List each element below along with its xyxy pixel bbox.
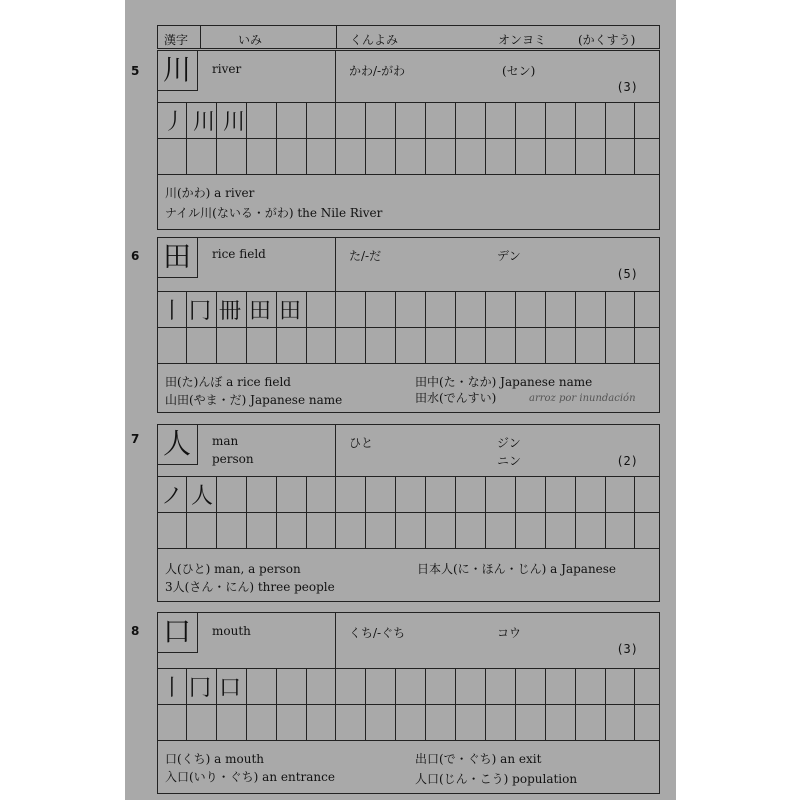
practice-cell xyxy=(157,327,635,363)
example: 田中(た・なか) Japanese name xyxy=(415,375,593,389)
kanji-entry-7 xyxy=(131,424,660,602)
meaning: rice field xyxy=(212,247,266,261)
stroke-step: 丨 xyxy=(161,676,184,701)
stroke-grid-row-1 xyxy=(157,476,660,512)
header-imi: いみ xyxy=(238,33,263,47)
stroke-step: 田 xyxy=(279,299,302,324)
stroke-step: 田 xyxy=(249,299,272,324)
stroke-step: 丿 xyxy=(163,110,186,135)
kanji-glyph: 口 xyxy=(157,612,198,653)
handwritten-note: arroz por inundación xyxy=(529,393,636,404)
on-reading: コウ xyxy=(497,626,522,640)
entry-number: 8 xyxy=(131,624,140,638)
table-header xyxy=(157,25,660,49)
kun-reading: ひと xyxy=(349,436,374,450)
practice-cell xyxy=(157,291,635,327)
example: 入口(いり・ぐち) an entrance xyxy=(165,770,335,784)
practice-cell xyxy=(157,476,635,512)
example: 人口(じん・こう) population xyxy=(415,772,578,786)
example: 日本人(に・ほん・じん) a Japanese xyxy=(417,562,617,576)
stroke-step: 川 xyxy=(193,110,216,135)
stroke-step: 人 xyxy=(191,484,214,509)
example: 田(た)んぼ a rice field xyxy=(165,375,291,389)
kun-reading: くち/-ぐち xyxy=(349,626,406,640)
practice-cell xyxy=(157,102,635,138)
kanji-entry-8 xyxy=(131,612,660,794)
kun-reading: た/-だ xyxy=(349,249,382,263)
meaning: river xyxy=(212,62,242,76)
stroke-count: (2) xyxy=(616,454,638,468)
practice-cell xyxy=(157,512,635,548)
on-reading: ニン xyxy=(497,454,522,468)
on-reading: (セン) xyxy=(502,64,536,78)
kanji-entry-6 xyxy=(131,237,660,413)
stroke-grid-row-1 xyxy=(157,102,660,138)
example: 口(くち) a mouth xyxy=(165,752,265,766)
meaning: man xyxy=(212,434,239,448)
stroke-count: (3) xyxy=(616,642,638,656)
header-kunyomi: くんよみ xyxy=(350,33,399,47)
practice-cell xyxy=(157,138,635,174)
stroke-grid-row-2 xyxy=(157,138,660,174)
example: 川(かわ) a river xyxy=(165,186,255,200)
meaning: mouth xyxy=(212,624,251,638)
stroke-count: (3) xyxy=(616,80,638,94)
kanji-glyph: 川 xyxy=(157,50,198,91)
header-onyomi: オンヨミ xyxy=(498,33,547,47)
kanji-entry-5 xyxy=(131,50,660,230)
stroke-step: 冂 xyxy=(189,299,212,324)
practice-cell xyxy=(157,704,635,740)
entry-number: 5 xyxy=(131,64,140,78)
example: 出口(で・ぐち) an exit xyxy=(415,752,542,766)
stroke-grid-row-2 xyxy=(157,512,660,548)
example: 3人(さん・にん) three people xyxy=(165,580,335,594)
example: 人(ひと) man, a person xyxy=(165,562,301,576)
header-kanji: 漢字 xyxy=(164,33,189,47)
on-reading: ジン xyxy=(497,436,521,450)
entry-number: 7 xyxy=(131,432,140,446)
entry-number: 6 xyxy=(131,249,140,263)
example: 山田(やま・だ) Japanese name xyxy=(165,393,343,407)
example: ナイル川(ないる・がわ) the Nile River xyxy=(165,206,383,220)
stroke-grid-row-1 xyxy=(157,291,660,327)
stroke-step: 冂 xyxy=(189,676,212,701)
stroke-step: 口 xyxy=(219,676,242,701)
meaning: person xyxy=(212,452,254,466)
practice-cell xyxy=(157,668,635,704)
stroke-grid-row-2 xyxy=(157,704,660,740)
stroke-grid-row-1 xyxy=(157,668,660,704)
kun-reading: かわ/-がわ xyxy=(349,64,406,78)
stroke-step: ノ xyxy=(161,484,184,509)
header-kakusuu: (かくすう) xyxy=(578,33,636,47)
stroke-step: 冊 xyxy=(219,299,242,324)
stroke-grid-row-2 xyxy=(157,327,660,363)
kanji-glyph: 田 xyxy=(157,237,198,278)
example: 田水(でんすい) xyxy=(415,391,497,405)
stroke-count: (5) xyxy=(616,267,638,281)
on-reading: デン xyxy=(497,249,521,263)
stroke-step: 丨 xyxy=(161,299,184,324)
kanji-glyph: 人 xyxy=(157,424,198,465)
stroke-step: 川 xyxy=(223,110,246,135)
